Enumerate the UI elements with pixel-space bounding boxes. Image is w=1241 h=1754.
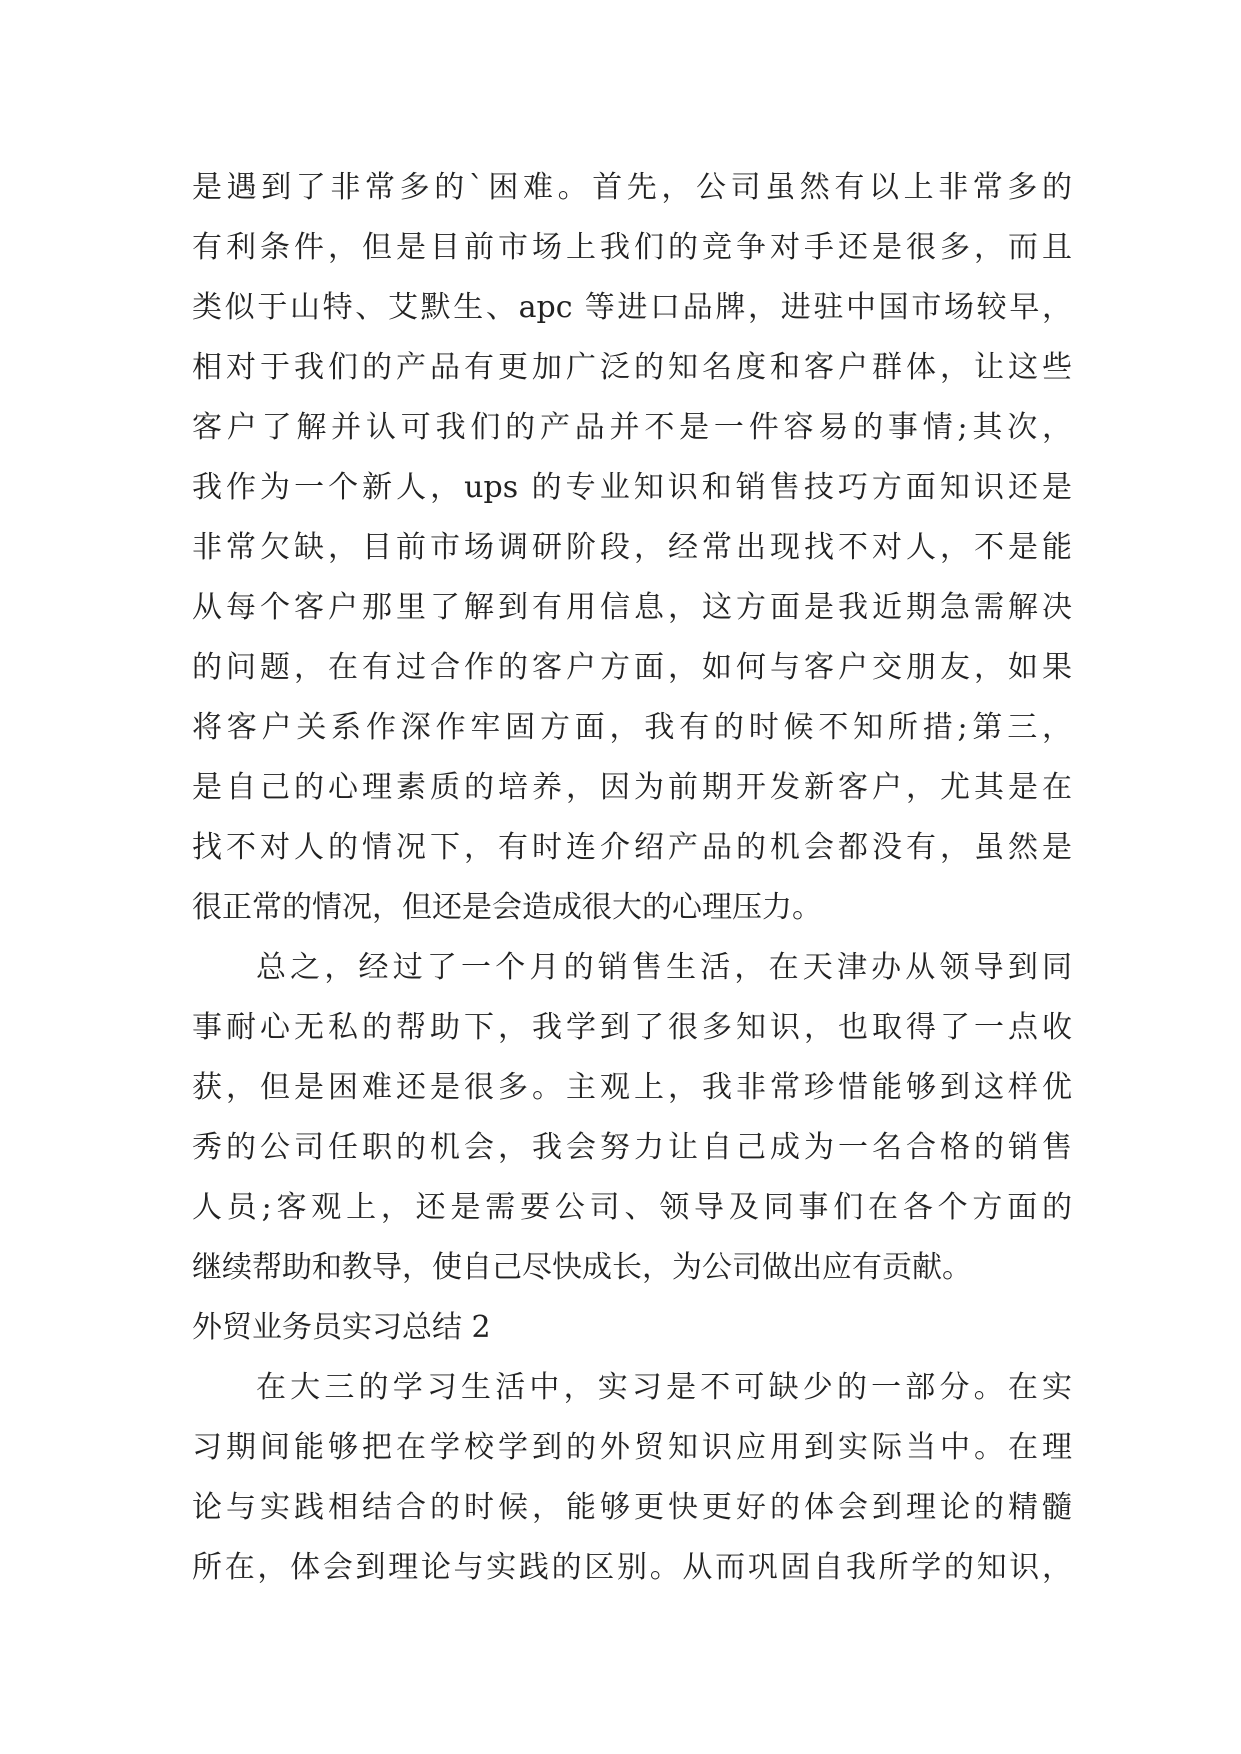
text-line: 习期间能够把在学校学到的外贸知识应用到实际当中。在理 — [192, 1430, 1072, 1465]
text-line: 找不对人的情况下，有时连介绍产品的机会都没有，虽然是 — [192, 830, 1072, 865]
text-line: 从每个客户那里了解到有用信息，这方面是我近期急需解决 — [192, 590, 1072, 625]
text-line: 有利条件，但是目前市场上我们的竞争对手还是很多，而且 — [192, 230, 1072, 265]
document-body — [192, 158, 1072, 1598]
text-line: 是遇到了非常多的`困难。首先，公司虽然有以上非常多的 — [192, 170, 1072, 205]
text-line: 类似于山特、艾默生、apc 等进口品牌，进驻中国市场较早， — [192, 290, 1072, 325]
text-line: 获，但是困难还是很多。主观上，我非常珍惜能够到这样优 — [192, 1070, 1072, 1105]
text-line: 秀的公司任职的机会，我会努力让自己成为一名合格的销售 — [192, 1130, 1072, 1165]
text-line: 论与实践相结合的时候，能够更快更好的体会到理论的精髓 — [192, 1490, 1072, 1525]
text-line: 我作为一个新人，ups 的专业知识和销售技巧方面知识还是 — [192, 470, 1072, 505]
text-line: 将客户关系作深作牢固方面，我有的时候不知所措;第三， — [192, 710, 1072, 745]
text-line: 是自己的心理素质的培养，因为前期开发新客户，尤其是在 — [192, 770, 1072, 805]
section-heading: 外贸业务员实习总结 2 — [192, 1310, 491, 1345]
text-line: 事耐心无私的帮助下，我学到了很多知识，也取得了一点收 — [192, 1010, 1072, 1045]
text-line: 客户了解并认可我们的产品并不是一件容易的事情;其次， — [192, 410, 1072, 445]
paragraph-first-line: 在大三的学习生活中，实习是不可缺少的一部分。在实 — [256, 1370, 1072, 1405]
text-line: 相对于我们的产品有更加广泛的知名度和客户群体，让这些 — [192, 350, 1072, 385]
paragraph-end-line: 很正常的情况，但还是会造成很大的心理压力。 — [192, 890, 822, 925]
text-line: 的问题，在有过合作的客户方面，如何与客户交朋友，如果 — [192, 650, 1072, 685]
paragraph-end-line: 继续帮助和教导，使自己尽快成长，为公司做出应有贡献。 — [192, 1250, 972, 1285]
text-line: 所在，体会到理论与实践的区别。从而巩固自我所学的知识， — [192, 1550, 1072, 1585]
paragraph-first-line: 总之，经过了一个月的销售生活，在天津办从领导到同 — [256, 950, 1072, 985]
text-line: 人员;客观上，还是需要公司、领导及同事们在各个方面的 — [192, 1190, 1072, 1225]
text-line: 非常欠缺，目前市场调研阶段，经常出现找不对人，不是能 — [192, 530, 1072, 565]
